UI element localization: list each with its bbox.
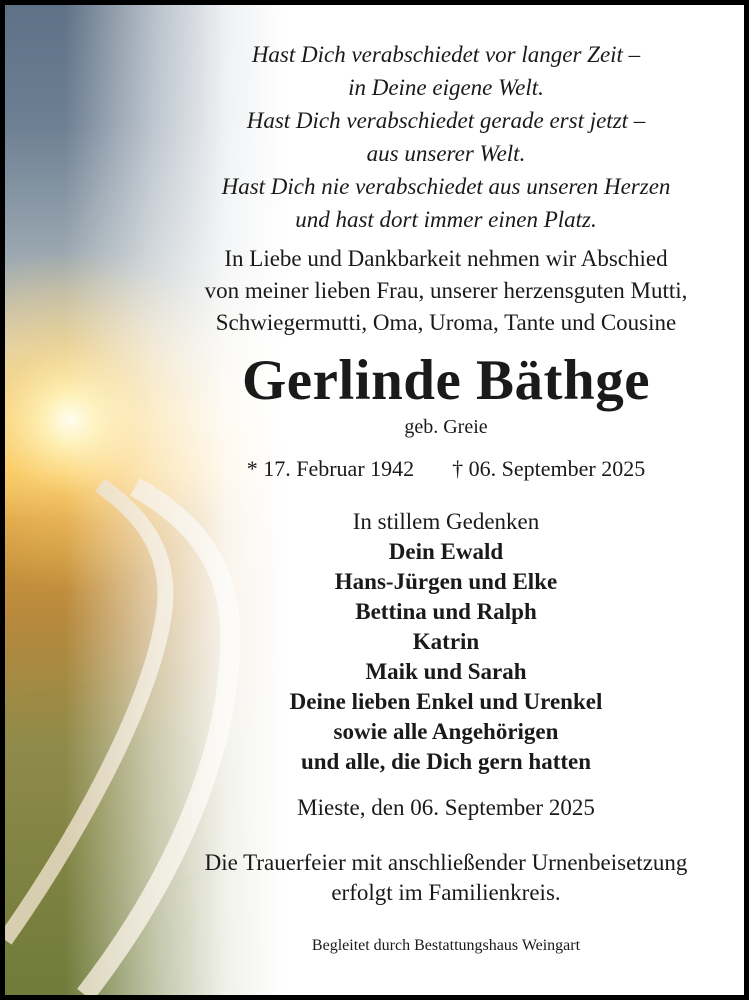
poem bbox=[153, 38, 739, 236]
mourner-entry: Maik und Sarah bbox=[365, 659, 527, 684]
mourner-entry: sowie alle Angehörigen bbox=[333, 719, 559, 744]
mourners bbox=[153, 507, 739, 777]
mourner-entry: und alle, die Dich gern hatten bbox=[300, 749, 592, 774]
intro-line: von meiner lieben Frau, unserer herzensguten Mutti, bbox=[204, 278, 688, 303]
poem-line: und hast dort immer einen Platz. bbox=[295, 207, 597, 232]
poem-line: Hast Dich verabschiedet gerade erst jetzt – bbox=[246, 108, 646, 133]
funeral-notice bbox=[153, 848, 739, 908]
poem-line: Hast Dich verabschiedet vor langer Zeit – bbox=[251, 42, 641, 67]
life-dates bbox=[153, 454, 739, 484]
mourners-lead: In stillem Gedenken bbox=[352, 509, 540, 534]
poem-line: aus unserer Welt. bbox=[366, 141, 526, 166]
funeral-line: Die Trauerfeier mit anschließender Urnenbeisetzung bbox=[204, 850, 688, 875]
mourner-entry: Dein Ewald bbox=[388, 539, 504, 564]
maiden-name: geb. Greie bbox=[404, 416, 488, 438]
poem-line: in Deine eigene Welt. bbox=[348, 75, 544, 100]
intro-line: In Liebe und Dankbarkeit nehmen wir Abschied bbox=[224, 246, 668, 271]
intro-line: Schwiegermutti, Oma, Uroma, Tante und Cousine bbox=[215, 310, 677, 335]
mourner-entry: Katrin bbox=[412, 629, 480, 654]
mourner-entry: Deine lieben Enkel und Urenkel bbox=[289, 689, 603, 714]
undertaker-credit: Begleitet durch Bestattungshaus Weingart bbox=[311, 937, 581, 954]
poem-line: Hast Dich nie verabschiedet aus unseren Herzen bbox=[221, 174, 671, 199]
mourner-entry: Bettina und Ralph bbox=[355, 599, 537, 624]
birth-date: * 17. Februar 1942 bbox=[246, 456, 415, 481]
deceased-name: Gerlinde Bäthge bbox=[241, 349, 651, 412]
mourner-entry: Hans-Jürgen und Elke bbox=[334, 569, 558, 594]
funeral-line: erfolgt im Familienkreis. bbox=[331, 880, 561, 905]
obituary-card bbox=[5, 5, 744, 995]
death-date: † 06. September 2025 bbox=[452, 456, 646, 481]
place-date: Mieste, den 06. September 2025 bbox=[297, 795, 595, 820]
farewell-intro bbox=[153, 243, 739, 339]
